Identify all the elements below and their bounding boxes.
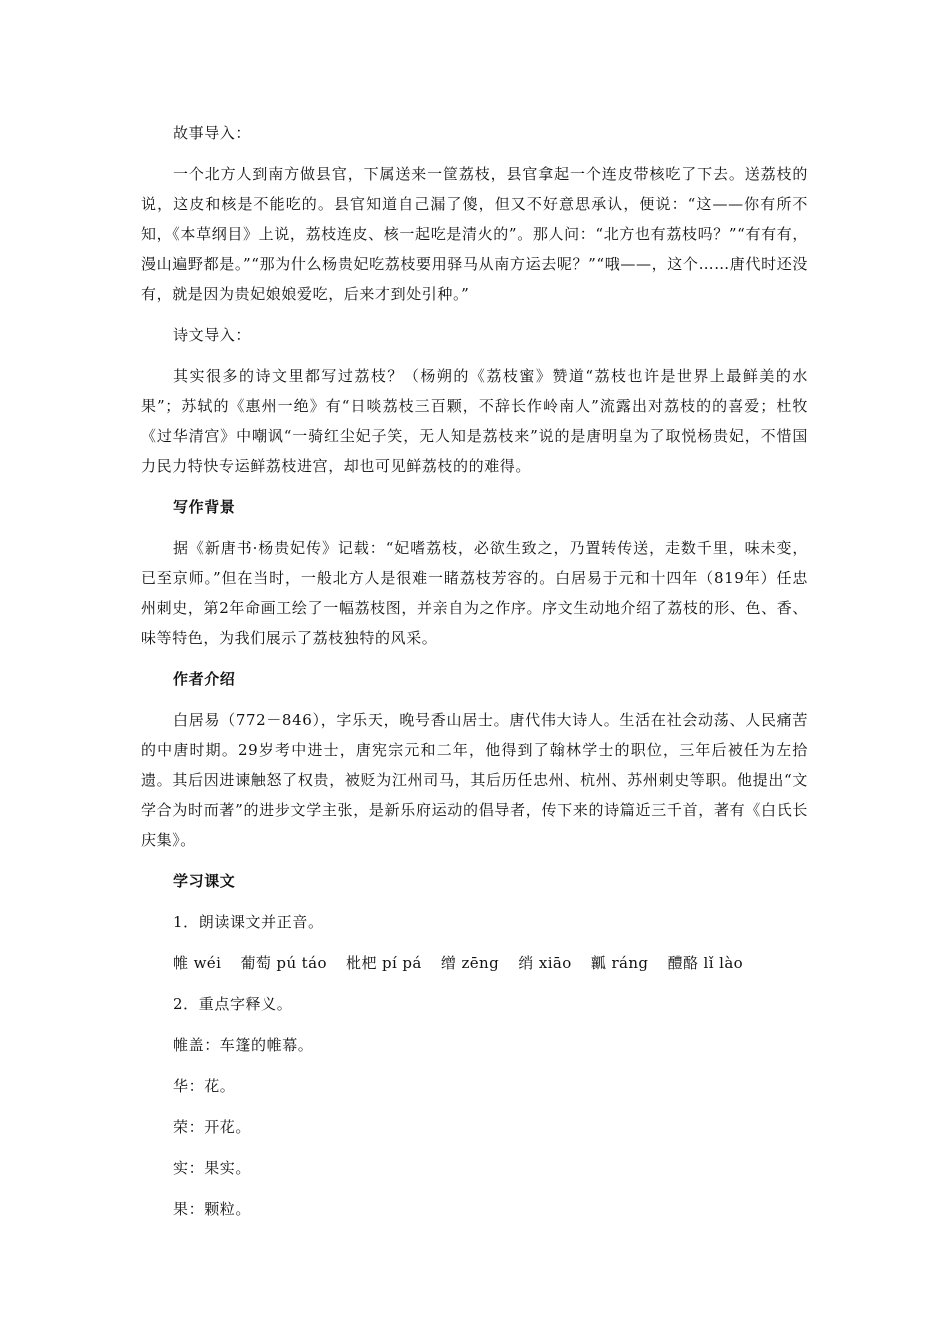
pinyin-item: 葡萄 pú táo: [240, 954, 327, 972]
pinyin-item: 绡 xiāo: [518, 954, 572, 972]
background-paragraph: 据《新唐书·杨贵妃传》记载：“妃嗜荔枝，必欲生致之，乃置转传送，走数千里，味未变，已至京师。”但在当时，一般北方人是很难一睹荔枝芳容的。白居易于元和十四年（819年）任忠州刺史，第2年命画工绘了一幅荔枝图，并亲自为之作序。序文生动地介绍了荔枝的形、色、香、味等特色，为我们展示了荔枝独特的风采。: [141, 539, 808, 647]
author-heading: 作者介绍: [173, 670, 236, 688]
poem-intro-paragraph: 其实很多的诗文里都写过荔枝？（杨朔的《荔枝蜜》赞道“荔枝也许是世界上最鲜美的水果”；苏轼的《惠州一绝》有“日啖荔枝三百颗，不辞长作岭南人”流露出对荔枝的的喜爱；杜牧《过华清宫》中嘲讽“一骑红尘妃子笑，无人知是荔枝来”说的是唐明皇为了取悦杨贵妃，不惜国力民力特快专运鲜荔枝进宫，却也可见鲜荔枝的的难得。: [141, 367, 808, 475]
background-heading: 写作背景: [173, 498, 236, 516]
definition-item: 帷盖：车篷的帷幕。: [173, 1036, 314, 1054]
pinyin-item: 醴酪 lǐ lào: [667, 954, 744, 972]
definition-item: 华：花。: [173, 1077, 236, 1095]
pinyin-list: [141, 948, 808, 978]
pinyin-item: 缯 zēng: [440, 954, 500, 972]
document-page: [141, 118, 808, 1235]
poem-intro-label: 诗文导入：: [173, 326, 252, 344]
story-intro-paragraph: 一个北方人到南方做县官，下属送来一筐荔枝，县官拿起一个连皮带核吃了下去。送荔枝的说，这皮和核是不能吃的。县官知道自己漏了傻，但又不好意思承认，便说：“这——你有所不知，《本草纲目》上说，荔枝连皮、核一起吃是清火的”。那人问：“北方也有荔枝吗？”“有有有，漫山遍野都是。”“那为什么杨贵妃吃荔枝要用驿马从南方运去呢？”“哦——，这个……唐代时还没有，就是因为贵妃娘娘爱吃，后来才到处引种。”: [141, 165, 808, 303]
pinyin-item: 瓤 ráng: [590, 954, 649, 972]
definition-item: 荣：开花。: [173, 1118, 252, 1136]
study-step-1: 1．朗读课文并正音。: [173, 913, 324, 931]
study-heading: 学习课文: [173, 872, 236, 890]
author-paragraph: 白居易（772－846），字乐天，晚号香山居士。唐代伟大诗人。生活在社会动荡、人民痛苦的中唐时期。29岁考中进士，唐宪宗元和二年，他得到了翰林学士的职位，三年后被任为左拾遗。其后因进谏触怒了权贵，被贬为江州司马，其后历任忠州、杭州、苏州刺史等职。他提出“文学合为时而著”的进步文学主张，是新乐府运动的倡导者，传下来的诗篇近三千首，著有《白氏长庆集》。: [141, 711, 808, 849]
definition-item: 果：颗粒。: [173, 1200, 252, 1218]
definition-item: 实：果实。: [173, 1159, 252, 1177]
story-intro-label: 故事导入：: [173, 124, 252, 142]
pinyin-item: 枇杷 pí pá: [346, 954, 422, 972]
pinyin-item: 帷 wéi: [173, 954, 222, 972]
study-step-2: 2．重点字释义。: [173, 995, 293, 1013]
